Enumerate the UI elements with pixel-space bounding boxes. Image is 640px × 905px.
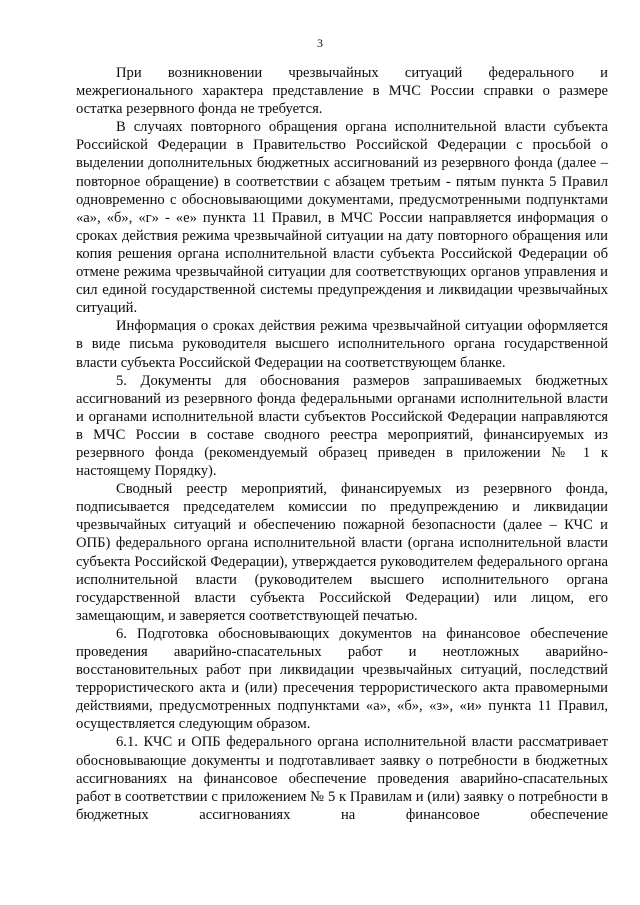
paragraph-consolidated-register: Сводный реестр мероприятий, финансируемых из резервного фонда, подписывается председателем комиссии по предупреждению и ликвидации чрезвычайных ситуаций и обеспечению пожарной безопасности (далее – КЧС и ОПБ) федерального органа исполнительной власти (органа исполнительной власти субъекта Российской Федерации), утверждается руководителем федерального органа исполнительной власти (руководителем высшего исполнительного органа государственной власти субъекта Российской Федерации) или лицом, его замещающим, и заверяется соответствующей печатью.: [76, 481, 608, 624]
page-number: 3: [317, 36, 323, 50]
paragraph-emergency-regime-info: Информация о сроках действия режима чрезвычайной ситуации оформляется в виде письма руководителя высшего исполнительного органа государственной власти субъекта Российской Федерации на соответствующем бланке.: [76, 318, 608, 371]
document-body: [76, 64, 608, 824]
paragraph-repeat-request: В случаях повторного обращения органа исполнительной власти субъекта Российской Федерации в Правительство Российской Федерации с просьбой о выделении дополнительных бюджетных ассигнований из резервного фонда (далее – повторное обращение) в соответствии с абзацем третьим - пятым пункта 5 Правил одновременно с обосновывающими документами, предусмотренными подпунктами «а», «б», «г» - «е» пункта 11 Правил, в МЧС России направляется информация о сроках действия режима чрезвычайной ситуации на дату повторного обращения или копия решения органа исполнительной власти субъекта Российской Федерации об отмене режима чрезвычайной ситуации для соответствующих органов управления и сил единой государственной системы предупреждения и ликвидации чрезвычайных ситуаций.: [76, 119, 608, 317]
paragraph-section-6-1: 6.1. КЧС и ОПБ федерального органа исполнительной власти рассматривает обосновывающие документы и подготавливает заявку о потребности в бюджетных ассигнованиях на финансовое обеспечение проведения аварийно-спасательных работ в соответствии с приложением № 5 к Правилам и (или) заявку о потребности в бюджетных ассигнованиях на финансовое обеспечение: [76, 734, 608, 823]
paragraph-emergency-reserve-note: При возникновении чрезвычайных ситуаций федерального и межрегионального характера представление в МЧС России справки о размере остатка резервного фонда не требуется.: [76, 65, 608, 118]
paragraph-section-5: 5. Документы для обоснования размеров запрашиваемых бюджетных ассигнований из резервного фонда федеральными органами исполнительной власти и органами исполнительной власти субъектов Российской Федерации направляются в МЧС России в составе сводного реестра мероприятий, финансируемых из резервного фонда (рекомендуемый образец приведен в приложении № 1 к настоящему Порядку).: [76, 372, 608, 480]
paragraph-section-6: 6. Подготовка обосновывающих документов на финансовое обеспечение проведения аварийно-спасательных работ и неотложных аварийно-восстановительных работ при ликвидации чрезвычайных ситуаций, последствий террористического акта и (или) пресечения террористического акта правомерными действиями, предусмотренных подпунктами «а», «б», «з», «и» пункта 11 Правил, осуществляется следующим образом.: [76, 625, 608, 733]
